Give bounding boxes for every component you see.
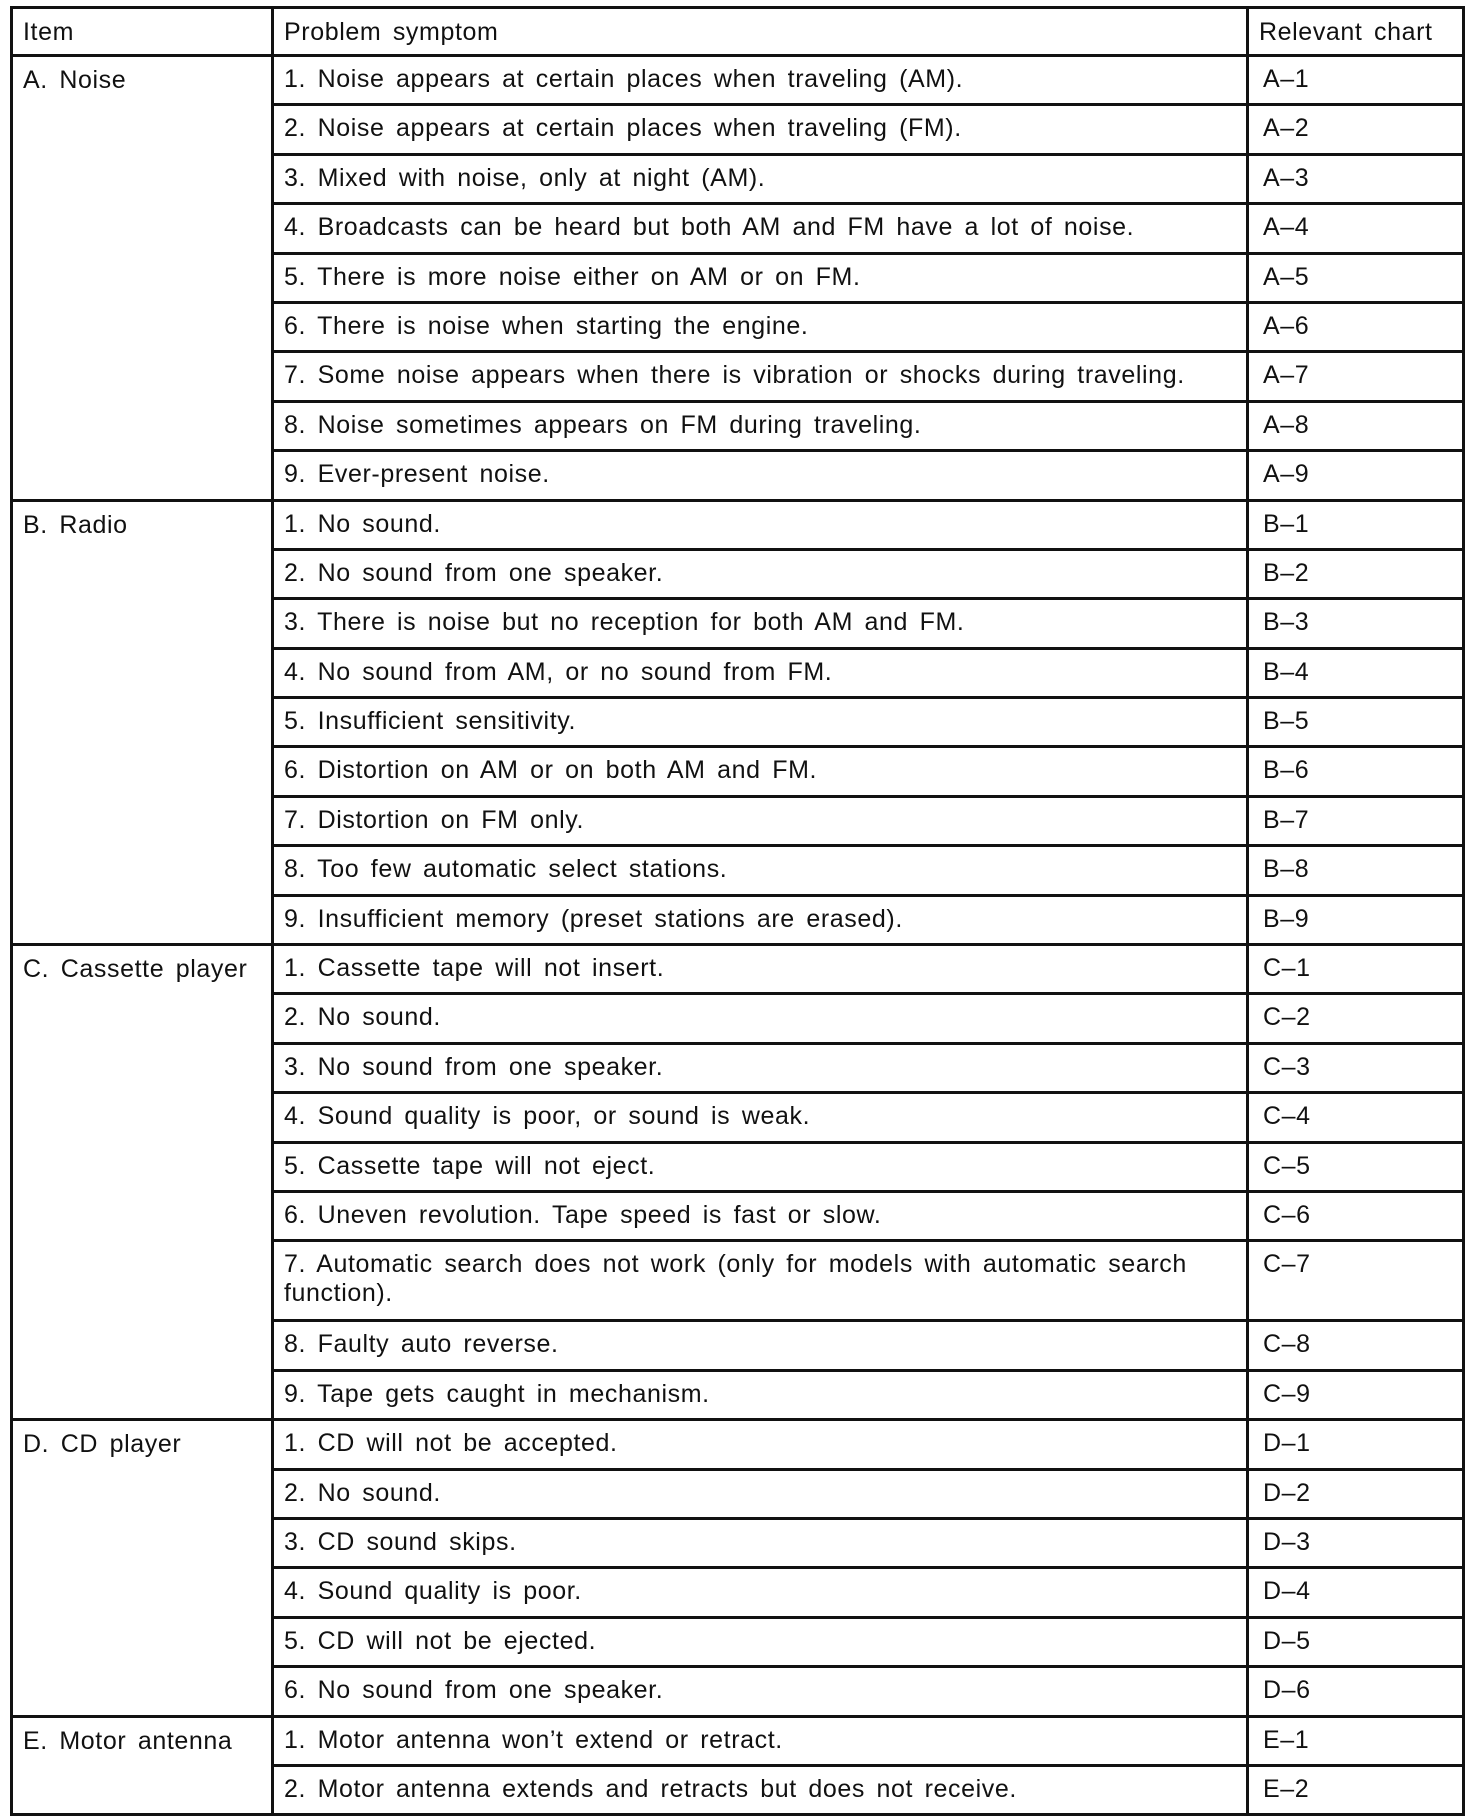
relevant-chart-cell: E–2 xyxy=(1248,1765,1464,1814)
problem-symptom-cell: 8. Too few automatic select stations. xyxy=(273,846,1248,895)
table-row xyxy=(12,1716,1464,1765)
problem-symptom-cell: 1. Noise appears at certain places when traveling (AM). xyxy=(273,56,1248,105)
relevant-chart-cell: D–2 xyxy=(1248,1469,1464,1518)
table-row xyxy=(12,500,1464,549)
relevant-chart-cell: B–8 xyxy=(1248,846,1464,895)
problem-symptom-cell: 5. There is more noise either on AM or on FM. xyxy=(273,253,1248,302)
relevant-chart-cell: C–8 xyxy=(1248,1321,1464,1370)
relevant-chart-cell: A–3 xyxy=(1248,154,1464,203)
relevant-chart-cell: A–5 xyxy=(1248,253,1464,302)
relevant-chart-cell: C–1 xyxy=(1248,945,1464,994)
relevant-chart-cell: B–3 xyxy=(1248,599,1464,648)
problem-symptom-cell: 8. Noise sometimes appears on FM during traveling. xyxy=(273,401,1248,450)
relevant-chart-cell: A–7 xyxy=(1248,352,1464,401)
problem-symptom-cell: 3. There is noise but no reception for both AM and FM. xyxy=(273,599,1248,648)
problem-symptom-cell: 5. Cassette tape will not eject. xyxy=(273,1142,1248,1191)
table-header xyxy=(12,8,1464,56)
problem-symptom-cell: 7. Some noise appears when there is vibration or shocks during traveling. xyxy=(273,352,1248,401)
troubleshooting-table-sheet xyxy=(10,6,1462,1816)
relevant-chart-cell: C–2 xyxy=(1248,994,1464,1043)
problem-symptom-cell: 6. Uneven revolution. Tape speed is fast or slow. xyxy=(273,1191,1248,1240)
problem-symptom-cell: 3. No sound from one speaker. xyxy=(273,1043,1248,1092)
problem-symptom-cell: 4. Sound quality is poor. xyxy=(273,1568,1248,1617)
problem-symptom-cell: 7. Automatic search does not work (only for models with automatic search function). xyxy=(273,1241,1248,1321)
item-category-cell: D. CD player xyxy=(12,1420,273,1716)
relevant-chart-cell: C–6 xyxy=(1248,1191,1464,1240)
problem-symptom-cell: 9. Ever-present noise. xyxy=(273,451,1248,500)
problem-symptom-cell: 1. CD will not be accepted. xyxy=(273,1420,1248,1469)
relevant-chart-cell: E–1 xyxy=(1248,1716,1464,1765)
relevant-chart-cell: A–1 xyxy=(1248,56,1464,105)
relevant-chart-cell: B–4 xyxy=(1248,648,1464,697)
problem-symptom-cell: 1. Motor antenna won’t extend or retract. xyxy=(273,1716,1248,1765)
relevant-chart-cell: C–9 xyxy=(1248,1370,1464,1419)
problem-symptom-cell: 1. Cassette tape will not insert. xyxy=(273,945,1248,994)
header-item: Item xyxy=(12,8,273,56)
relevant-chart-cell: D–1 xyxy=(1248,1420,1464,1469)
header-relevant-chart: Relevant chart xyxy=(1248,8,1464,56)
problem-symptom-cell: 2. Noise appears at certain places when traveling (FM). xyxy=(273,105,1248,154)
relevant-chart-cell: D–5 xyxy=(1248,1617,1464,1666)
table-body xyxy=(12,56,1464,1815)
problem-symptom-cell: 2. Motor antenna extends and retracts but does not receive. xyxy=(273,1765,1248,1814)
problem-symptom-cell: 7. Distortion on FM only. xyxy=(273,796,1248,845)
relevant-chart-cell: D–4 xyxy=(1248,1568,1464,1617)
problem-symptom-cell: 6. There is noise when starting the engine. xyxy=(273,302,1248,351)
problem-symptom-cell: 2. No sound from one speaker. xyxy=(273,549,1248,598)
relevant-chart-cell: A–9 xyxy=(1248,451,1464,500)
relevant-chart-cell: B–9 xyxy=(1248,895,1464,944)
relevant-chart-cell: D–6 xyxy=(1248,1667,1464,1716)
relevant-chart-cell: B–7 xyxy=(1248,796,1464,845)
problem-symptom-cell: 1. No sound. xyxy=(273,500,1248,549)
relevant-chart-cell: C–3 xyxy=(1248,1043,1464,1092)
header-row xyxy=(12,8,1464,56)
relevant-chart-cell: B–2 xyxy=(1248,549,1464,598)
problem-symptom-cell: 9. Insufficient memory (preset stations are erased). xyxy=(273,895,1248,944)
table-row xyxy=(12,56,1464,105)
problem-symptom-cell: 5. Insufficient sensitivity. xyxy=(273,698,1248,747)
relevant-chart-cell: B–6 xyxy=(1248,747,1464,796)
troubleshooting-table xyxy=(10,6,1465,1816)
item-category-cell: C. Cassette player xyxy=(12,945,273,1420)
table-row xyxy=(12,945,1464,994)
problem-symptom-cell: 6. Distortion on AM or on both AM and FM. xyxy=(273,747,1248,796)
relevant-chart-cell: A–6 xyxy=(1248,302,1464,351)
relevant-chart-cell: A–8 xyxy=(1248,401,1464,450)
problem-symptom-cell: 2. No sound. xyxy=(273,994,1248,1043)
relevant-chart-cell: B–5 xyxy=(1248,698,1464,747)
problem-symptom-cell: 9. Tape gets caught in mechanism. xyxy=(273,1370,1248,1419)
relevant-chart-cell: A–4 xyxy=(1248,204,1464,253)
item-category-cell: A. Noise xyxy=(12,56,273,501)
relevant-chart-cell: D–3 xyxy=(1248,1518,1464,1567)
problem-symptom-cell: 8. Faulty auto reverse. xyxy=(273,1321,1248,1370)
problem-symptom-cell: 6. No sound from one speaker. xyxy=(273,1667,1248,1716)
problem-symptom-cell: 5. CD will not be ejected. xyxy=(273,1617,1248,1666)
table-row xyxy=(12,1420,1464,1469)
problem-symptom-cell: 4. No sound from AM, or no sound from FM. xyxy=(273,648,1248,697)
problem-symptom-cell: 3. CD sound skips. xyxy=(273,1518,1248,1567)
problem-symptom-cell: 2. No sound. xyxy=(273,1469,1248,1518)
relevant-chart-cell: C–5 xyxy=(1248,1142,1464,1191)
item-category-cell: B. Radio xyxy=(12,500,273,945)
relevant-chart-cell: C–4 xyxy=(1248,1093,1464,1142)
relevant-chart-cell: C–7 xyxy=(1248,1241,1464,1321)
relevant-chart-cell: B–1 xyxy=(1248,500,1464,549)
header-problem-symptom: Problem symptom xyxy=(273,8,1248,56)
item-category-cell: E. Motor antenna xyxy=(12,1716,273,1815)
problem-symptom-cell: 3. Mixed with noise, only at night (AM). xyxy=(273,154,1248,203)
problem-symptom-cell: 4. Broadcasts can be heard but both AM and FM have a lot of noise. xyxy=(273,204,1248,253)
relevant-chart-cell: A–2 xyxy=(1248,105,1464,154)
problem-symptom-cell: 4. Sound quality is poor, or sound is weak. xyxy=(273,1093,1248,1142)
